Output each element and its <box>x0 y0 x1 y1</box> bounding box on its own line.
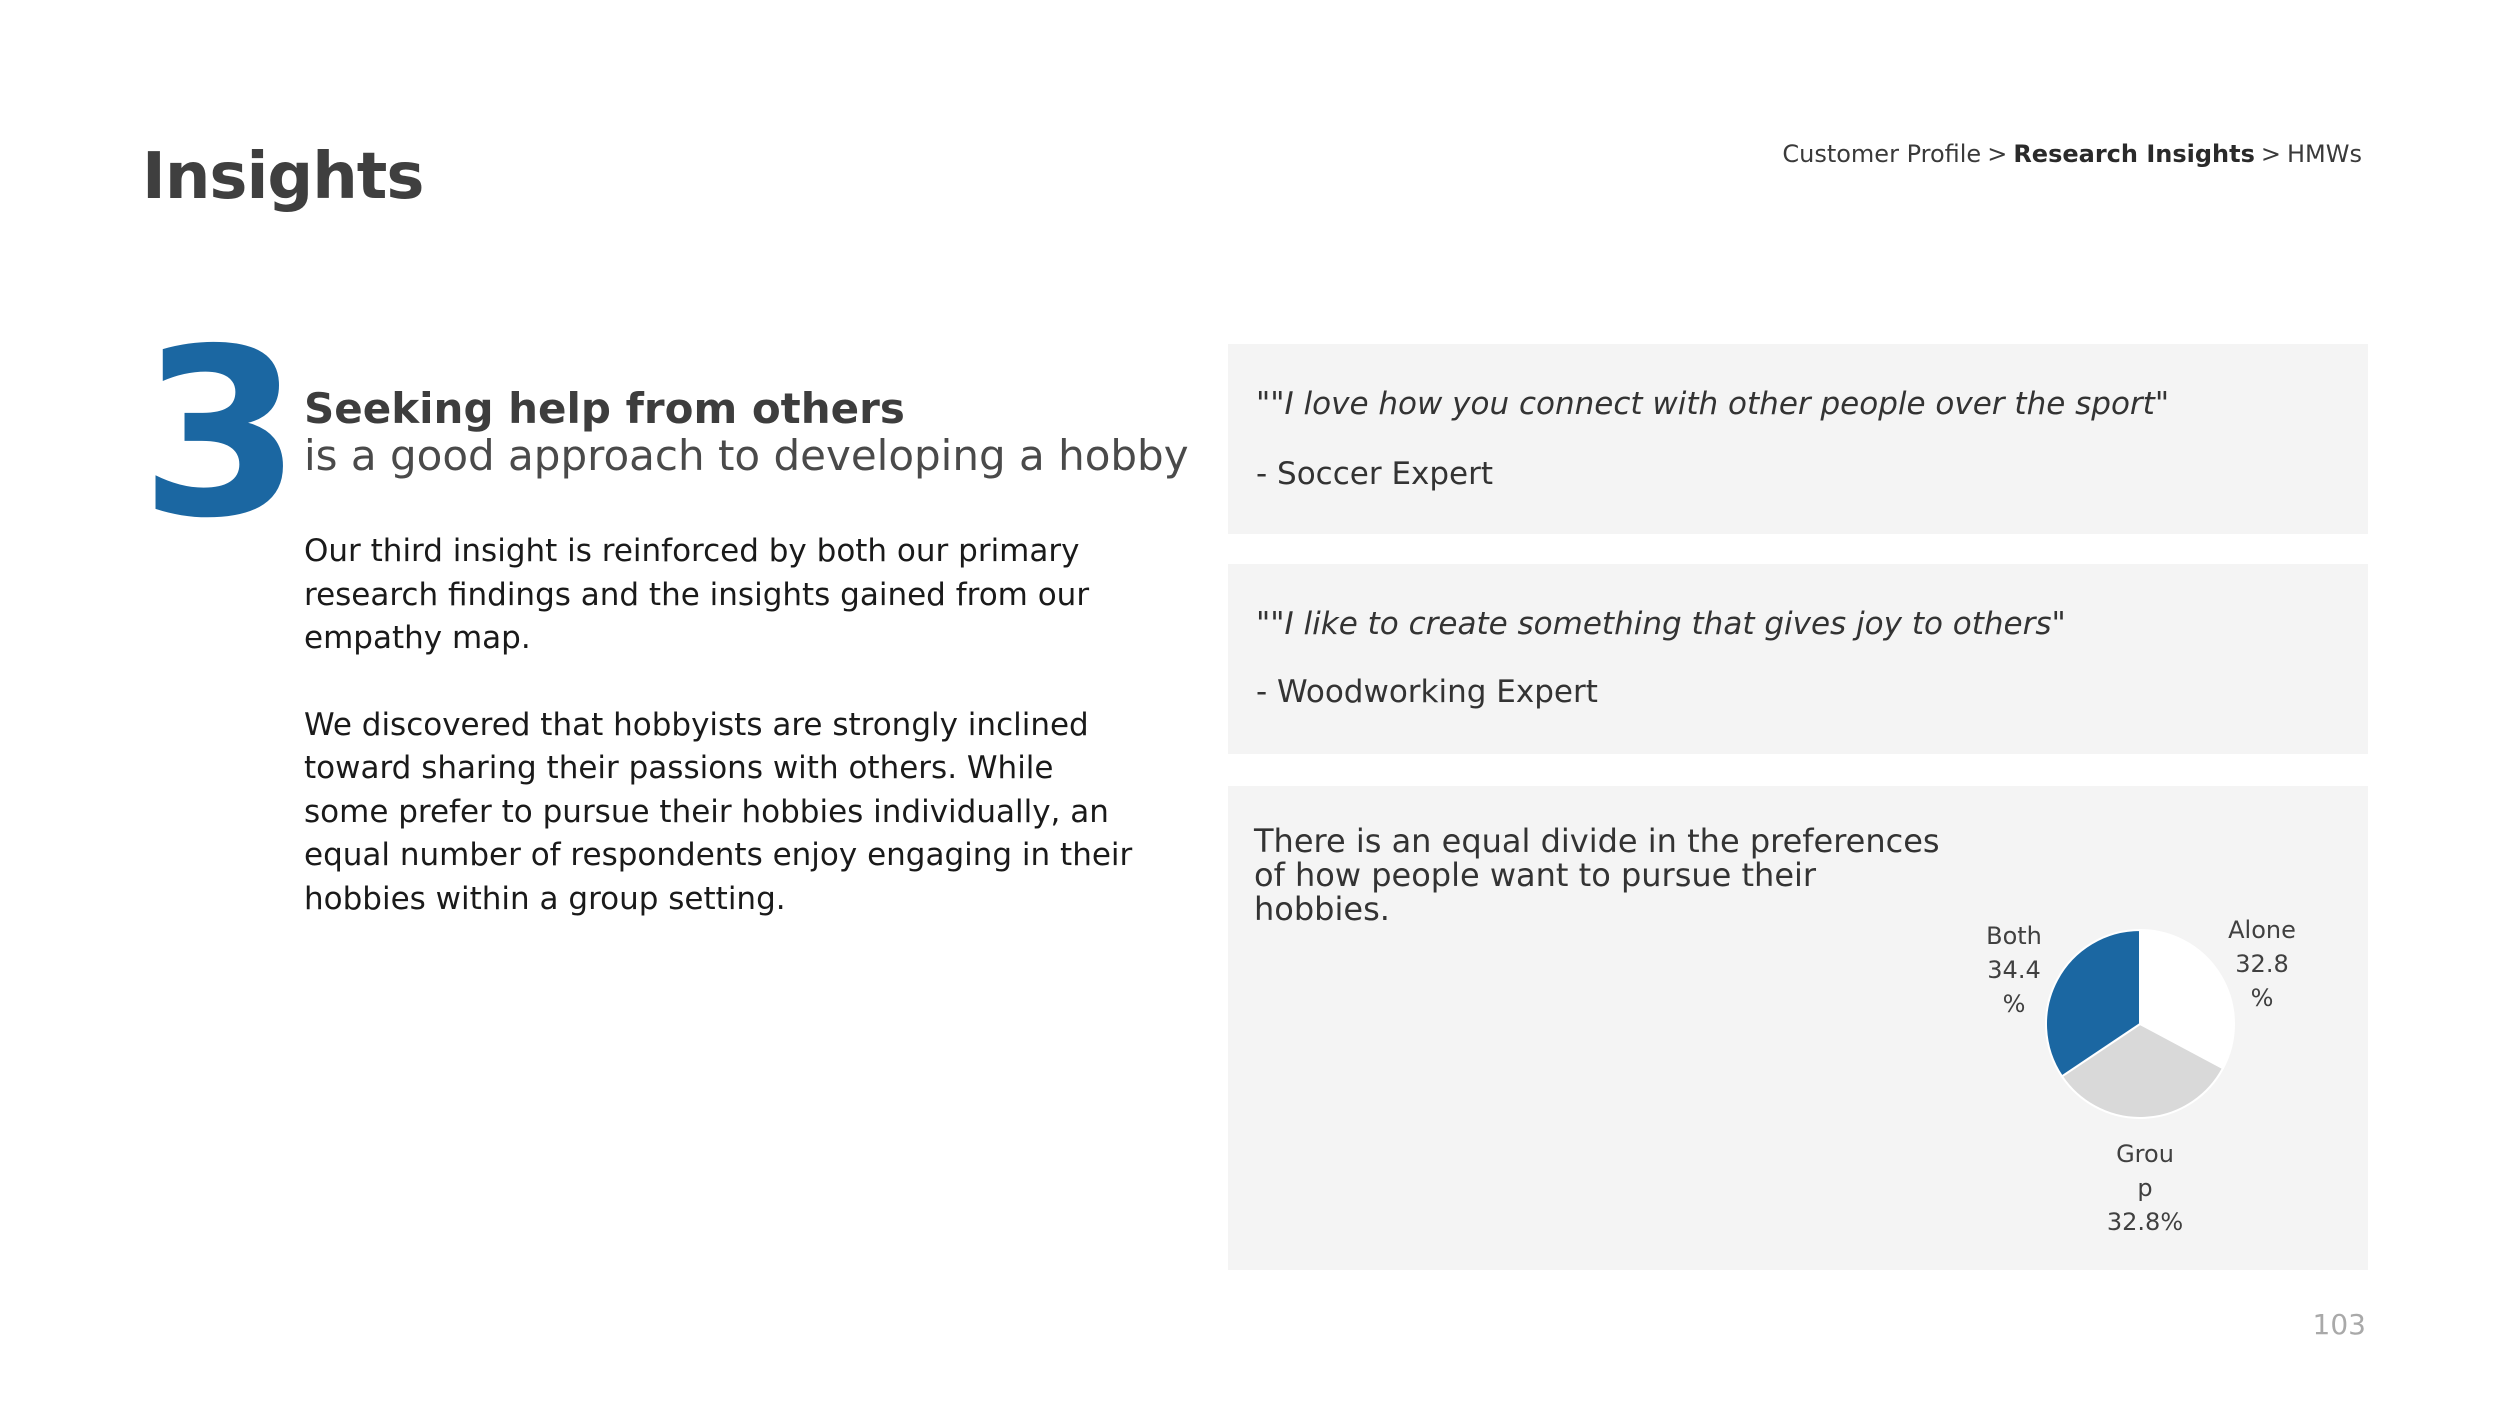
pie-label-alone: Alone 32.8 % <box>2228 916 2296 1012</box>
chart-card <box>1228 786 2368 1270</box>
chart-caption: There is an equal divide in the preferences of how people want to pursue their hobbies. <box>1254 822 1940 928</box>
pie-label-both: Both 34.4 % <box>1986 922 2042 1018</box>
quote-card-soccer <box>1228 344 2368 534</box>
breadcrumb-separator: > <box>1987 140 2008 168</box>
insight-number: 3 <box>140 299 296 569</box>
page-number: 103 <box>2312 1308 2366 1341</box>
breadcrumb-item-hmws[interactable]: HMWs <box>2287 140 2362 168</box>
insight-headline <box>304 384 1189 481</box>
quote-text: ""I love how you connect with other people over the sport" <box>1256 386 2170 422</box>
pie-label-group: Grou p 32.8% <box>2106 1140 2184 1236</box>
insight-paragraph: Our third insight is reinforced by both our primary research findings and the insights gained from our empathy map. <box>304 533 1090 656</box>
breadcrumb-item-research-insights[interactable]: Research Insights <box>2013 140 2255 168</box>
pie-chart <box>1228 786 2368 1270</box>
quote-text: ""I like to create something that gives joy to others" <box>1256 606 2066 642</box>
breadcrumb-item-customer-profile[interactable]: Customer Profile <box>1782 140 1982 168</box>
insight-body <box>304 530 1144 964</box>
quote-author: - Woodworking Expert <box>1256 674 1598 710</box>
page-title: Insights <box>142 140 424 214</box>
quote-author: - Soccer Expert <box>1256 456 1494 492</box>
breadcrumb-separator: > <box>2260 140 2281 168</box>
insight-headline-rest: is a good approach to developing a hobby <box>304 431 1189 481</box>
insight-paragraph: We discovered that hobbyists are strongly inclined toward sharing their passions with others. While some prefer to pursue their hobbies individually, an equal number of respondents enjoy engaging in their hobbies within a group setting. <box>304 706 1133 917</box>
quote-card-woodworking <box>1228 564 2368 754</box>
breadcrumb <box>1782 140 2362 168</box>
insight-headline-strong: Seeking help from others <box>304 384 905 433</box>
